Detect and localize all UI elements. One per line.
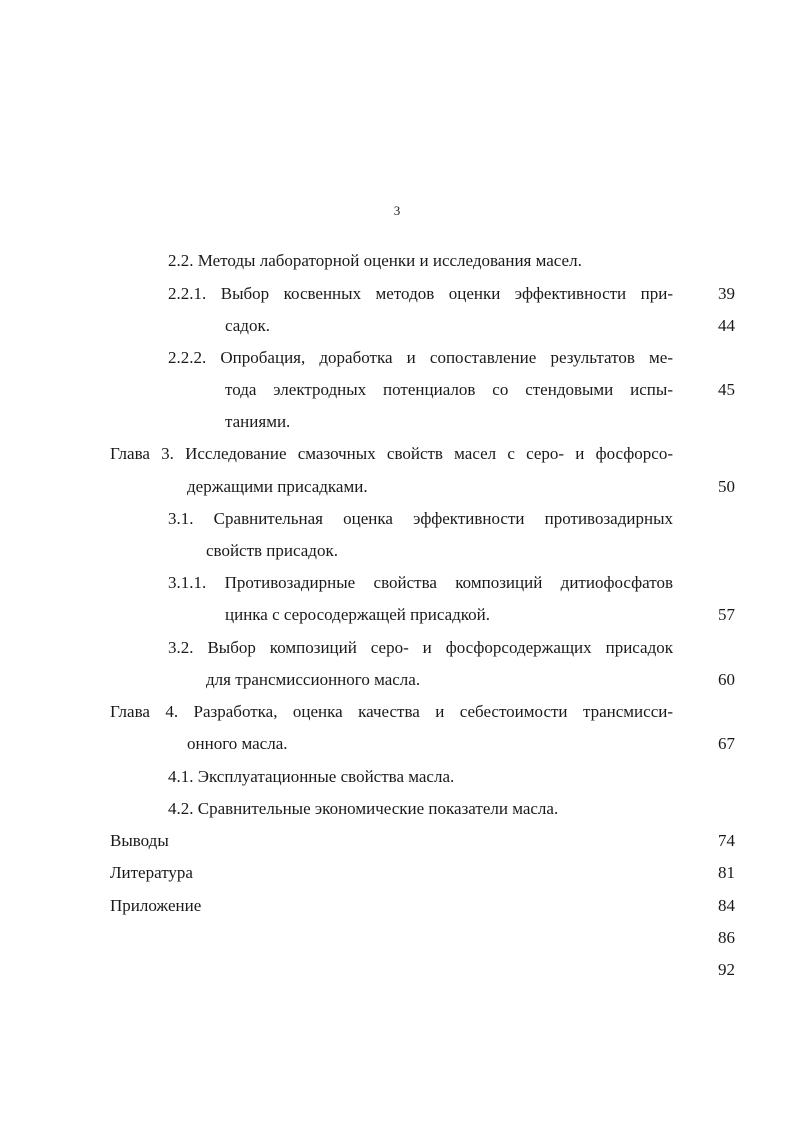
toc-page-number: 45 — [718, 380, 735, 399]
toc-entry-3-2-cont: для трансмиссионного масла. — [206, 670, 421, 689]
toc-entry-3-1-1: 3.1.1. Противозадирные свойства композиций дитиофосфатов — [168, 573, 673, 592]
toc-entry-2-2: 2.2. Методы лабораторной оценки и исследования масел. — [168, 251, 582, 270]
toc-page-number: 81 — [718, 863, 735, 882]
toc-entry-2-2-1-cont: садок. — [225, 316, 270, 335]
toc-entry-2-2-2-cont2: таниями. — [225, 412, 291, 431]
toc-page-number: 84 — [718, 896, 735, 915]
toc-page-number: 57 — [718, 605, 735, 624]
toc-entry-3-2: 3.2. Выбор композиций серо- и фосфорсодержащих присадок — [168, 638, 673, 657]
toc-entry-3-1: 3.1. Сравнительная оценка эффективности противозадирных — [168, 509, 673, 528]
toc-entry-chapter-4: Глава 4. Разработка, оценка качества и себестоимости трансмисси- — [110, 702, 673, 721]
toc-page-number: 60 — [718, 670, 735, 689]
toc-page-number: 86 — [718, 928, 735, 947]
toc-page-number: 50 — [718, 477, 735, 496]
toc-entry-chapter-3-cont: держащими присадками. — [187, 477, 368, 496]
toc-entry-literature: Литература — [110, 863, 193, 882]
toc-page-number: 39 — [718, 284, 735, 303]
toc-page-number: 92 — [718, 960, 735, 979]
page-number: 3 — [393, 203, 401, 218]
toc-page-number: 44 — [718, 316, 735, 335]
toc-entry-3-1-1-cont: цинка с серосодержащей присадкой. — [225, 605, 491, 624]
toc-entry-4-2: 4.2. Сравнительные экономические показатели масла. — [168, 799, 559, 818]
toc-entry-2-2-2-cont1: тода электродных потенциалов со стендовыми испы- — [225, 380, 673, 399]
toc-entry-2-2-2: 2.2.2. Опробация, доработка и сопоставление результатов ме- — [168, 348, 673, 367]
toc-page-number: 67 — [718, 734, 735, 753]
toc-entry-chapter-3: Глава 3. Исследование смазочных свойств масел с серо- и фосфорсо- — [110, 444, 673, 463]
toc-entry-3-1-cont: свойств присадок. — [206, 541, 338, 560]
toc-page-number: 74 — [718, 831, 735, 850]
toc-entry-chapter-4-cont: онного масла. — [187, 734, 288, 753]
toc-entry-conclusions: Выводы — [110, 831, 169, 850]
toc-entry-4-1: 4.1. Эксплуатационные свойства масла. — [168, 767, 455, 786]
toc-entry-2-2-1: 2.2.1. Выбор косвенных методов оценки эффективности при- — [168, 284, 673, 303]
toc-entry-appendix: Приложение — [110, 896, 202, 915]
